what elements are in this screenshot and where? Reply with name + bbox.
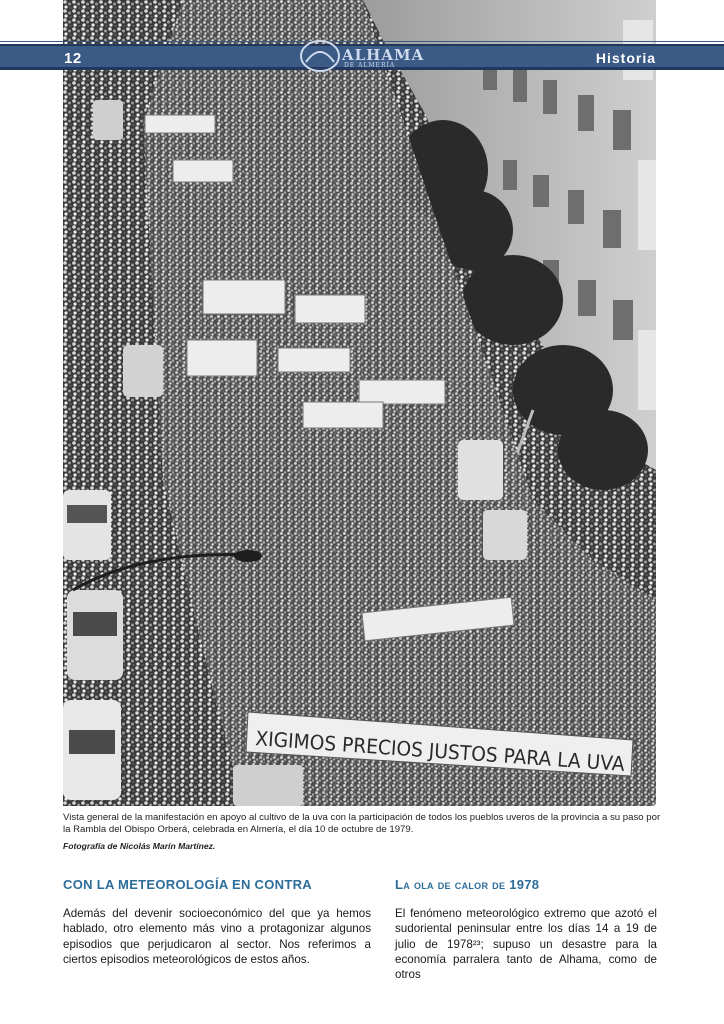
main-banner-text: XIGIMOS PRECIOS JUSTOS PARA LA UVA — [254, 726, 652, 778]
photo-caption: Vista general de la manifestación en apoyo al cultivo de la uva con la participación de todos los pueblos uveros de la provincia a su paso por la Rambla del Obispo Orberá, celebrada en Almería, el día 10 de octubre de 1979. — [63, 812, 661, 835]
right-column-text: El fenómeno meteorológico extremo que azotó el sudoriental peninsular entre los días 14 a 19 de julio de 1978²³; supuso un desastre para la economía parralera tanto de Alhama, como de otros — [395, 907, 657, 982]
right-column-heading: La ola de calor de 1978 — [395, 877, 540, 892]
logo-emblem-icon — [298, 38, 342, 74]
demonstration-photo — [63, 0, 656, 806]
left-column-text: Además del devenir socioeconómico del que ya hemos hablado, otro elemento más vino a protagonizar algunos episodios que perjudicaron al sector. Nos referimos a ciertos episodios meteorológicos de estos años. — [63, 907, 371, 966]
logo-word: ALHAMA — [342, 46, 425, 64]
section-label: Historia — [595, 50, 656, 66]
logo-subtitle: DE ALMERÍA — [344, 62, 396, 69]
photo-credit: Fotografía de Nicolás Marín Martínez. — [63, 841, 216, 851]
left-column-heading: CON LA METEOROLOGÍA EN CONTRA — [63, 877, 312, 892]
magazine-logo — [298, 38, 428, 74]
photo-illustration — [63, 0, 656, 806]
page-number: 12 — [64, 50, 82, 67]
